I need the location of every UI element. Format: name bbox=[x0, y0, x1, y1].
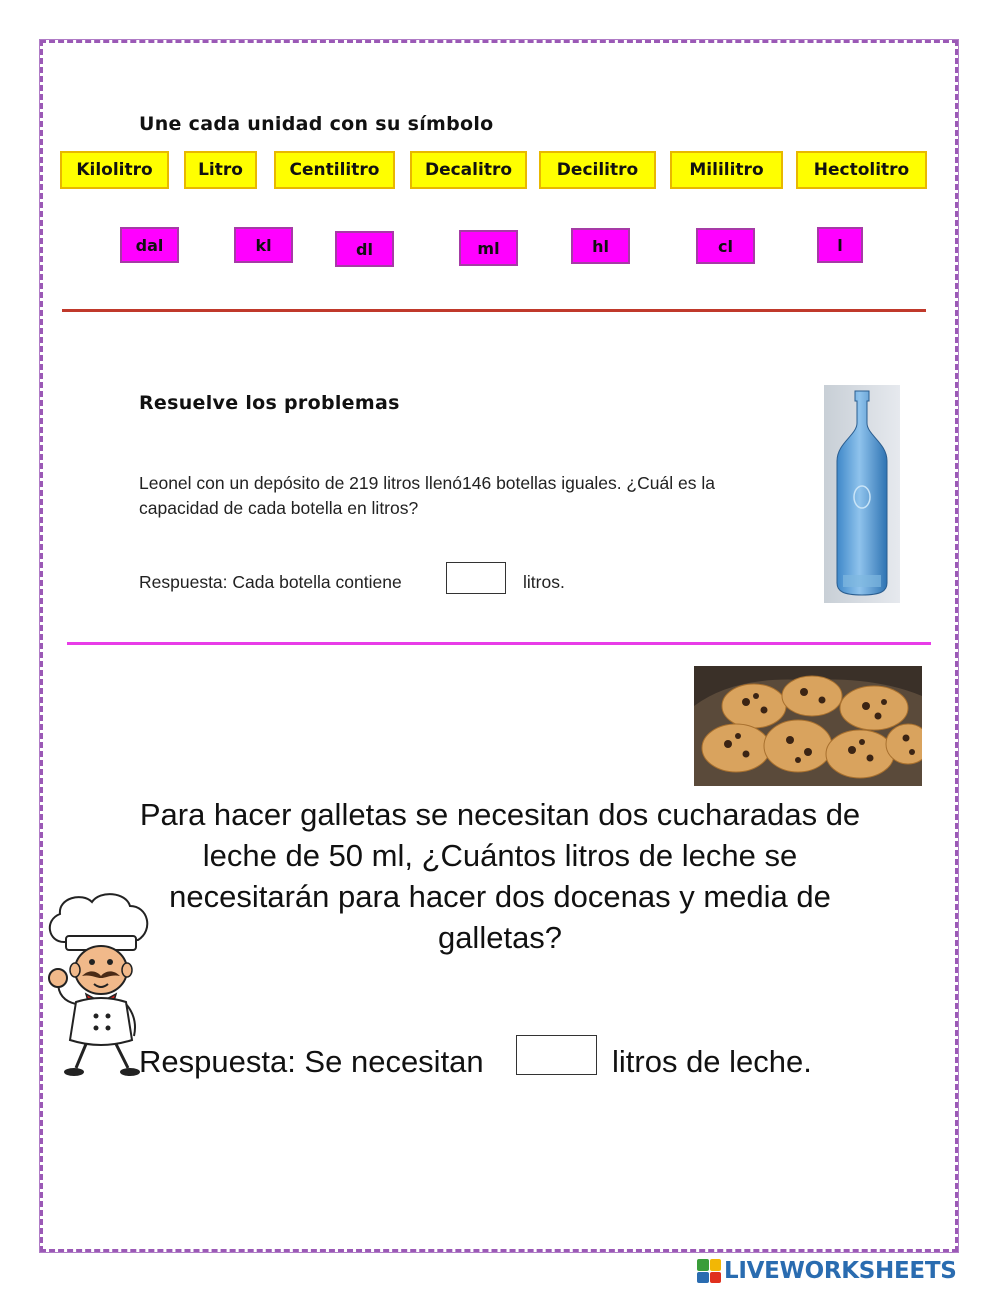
symbol-card-cl[interactable]: cl bbox=[696, 228, 755, 264]
section2-heading: Resuelve los problemas bbox=[139, 392, 400, 414]
cookies-image bbox=[694, 666, 922, 786]
liveworksheets-brand-text: LIVEWORKSHEETS bbox=[724, 1258, 957, 1284]
symbol-card-l[interactable]: l bbox=[817, 227, 863, 263]
section-divider-red bbox=[62, 309, 926, 312]
unit-card-hectolitro[interactable]: Hectolitro bbox=[796, 151, 927, 189]
milk-answer-input[interactable] bbox=[516, 1035, 597, 1075]
symbol-card-dl[interactable]: dl bbox=[335, 231, 394, 267]
unit-card-kilolitro[interactable]: Kilolitro bbox=[60, 151, 169, 189]
unit-card-litro[interactable]: Litro bbox=[184, 151, 257, 189]
symbol-card-ml[interactable]: ml bbox=[459, 230, 518, 266]
problem-text-line2: capacidad de cada botella en litros? bbox=[139, 498, 419, 518]
unit-card-decalitro[interactable]: Decalitro bbox=[410, 151, 527, 189]
milk-answer-prefix: Respuesta: Se necesitan bbox=[139, 1044, 484, 1079]
symbol-card-kl[interactable]: kl bbox=[234, 227, 293, 263]
liveworksheets-logo-icon bbox=[697, 1259, 721, 1283]
bottle-answer-prefix: Respuesta: Cada botella contiene bbox=[139, 572, 402, 592]
unit-card-mililitro[interactable]: Mililitro bbox=[670, 151, 783, 189]
symbol-card-hl[interactable]: hl bbox=[571, 228, 630, 264]
bottle-answer-suffix: litros. bbox=[523, 572, 565, 592]
unit-card-decilitro[interactable]: Decilitro bbox=[539, 151, 656, 189]
cookies-question: Para hacer galletas se necesitan dos cucharadas de leche de 50 ml, ¿Cuántos litros de leche se necesitarán para hacer dos docenas y media de galletas? bbox=[139, 797, 861, 955]
bottle-answer-input[interactable] bbox=[446, 562, 506, 594]
unit-card-centilitro[interactable]: Centilitro bbox=[274, 151, 395, 189]
symbol-card-dal[interactable]: dal bbox=[120, 227, 179, 263]
milk-answer-suffix: litros de leche. bbox=[612, 1044, 812, 1079]
water-bottle-image bbox=[824, 385, 900, 603]
liveworksheets-logo[interactable] bbox=[697, 1256, 956, 1286]
section1-heading: Une cada unidad con su símbolo bbox=[139, 113, 494, 135]
section-divider-pink bbox=[67, 642, 931, 645]
problem-text-line1: Leonel con un depósito de 219 litros llenó146 botellas iguales. ¿Cuál es la bbox=[139, 473, 715, 493]
